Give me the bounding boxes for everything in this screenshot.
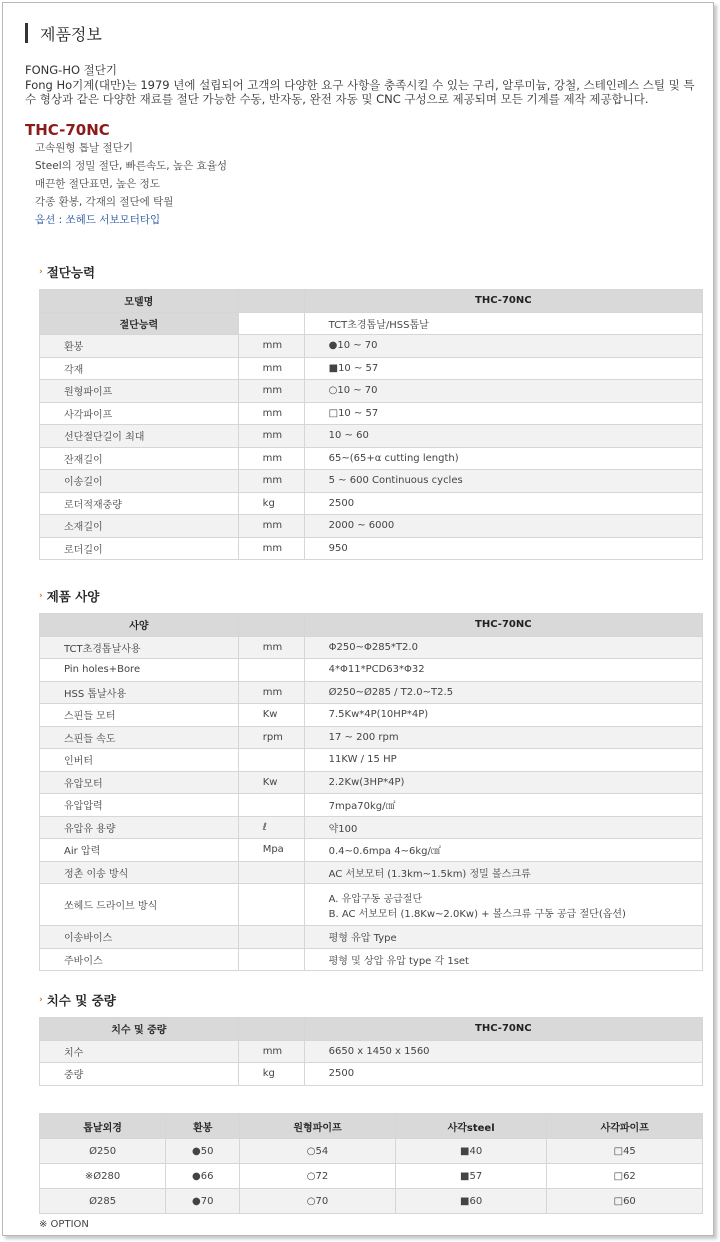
intro-text xyxy=(25,63,714,107)
row-unit: mm xyxy=(238,515,304,538)
table-row xyxy=(40,335,703,358)
option-note: ※ OPTION xyxy=(39,1219,89,1230)
row-value-line: 11KW / 15 HP xyxy=(328,754,397,766)
row-value xyxy=(304,948,702,971)
table-row xyxy=(40,1189,703,1214)
section-title-text: 치수 및 중량 xyxy=(46,993,116,1008)
model-name: THC-70NC xyxy=(25,121,110,139)
table-cell: □60 xyxy=(547,1189,703,1214)
section-arrow-icon: › xyxy=(39,267,43,277)
table-cell: ○54 xyxy=(240,1139,396,1164)
row-value-line: ●10 ~ 70 xyxy=(328,340,378,352)
feature-item: 매끈한 절단표면, 높은 정도 xyxy=(35,178,160,190)
row-value-line: 7.5Kw*4P(10HP*4P) xyxy=(328,709,429,721)
row-value-line: 4*Φ11*PCD63*Φ32 xyxy=(328,664,425,676)
row-value-line: 평형 유압 Type xyxy=(328,933,397,945)
section-arrow-icon: › xyxy=(39,995,43,1005)
row-label: 선단절단길이 최대 xyxy=(40,425,239,448)
row-value-line: ○10 ~ 70 xyxy=(328,385,378,397)
table-row xyxy=(40,1040,703,1063)
table-row xyxy=(40,1139,703,1164)
row-value xyxy=(304,681,702,704)
table-row xyxy=(40,749,703,772)
feature-item: 각종 환봉, 각재의 절단에 탁월 xyxy=(35,196,174,208)
feature-list xyxy=(35,139,227,229)
row-label: 중량 xyxy=(40,1063,239,1086)
row-label: 쏘헤드 드라이브 방식 xyxy=(40,884,239,926)
spec-rows xyxy=(40,636,703,971)
row-label: 인버터 xyxy=(40,749,239,772)
table-cell: TCT초경톱날/HSS톱날 xyxy=(304,312,702,335)
table-cell: ●70 xyxy=(166,1189,240,1214)
intro-line: 수 형상과 같은 다양한 재료를 절단 가능한 수동, 반자동, 완전 자동 및 CNC 구성으로 제공되며 모든 기계를 제작 제공합니다. xyxy=(25,92,649,106)
table-row xyxy=(40,1063,703,1086)
header-cell: 모델명 xyxy=(40,290,239,313)
row-value-line: 2.2Kw(3HP*4P) xyxy=(328,776,405,788)
row-label: 로더길이 xyxy=(40,537,239,560)
row-unit: mm xyxy=(238,447,304,470)
row-value xyxy=(304,447,702,470)
row-value-line: AC 서보모터 (1.3km~1.5km) 정밀 볼스크류 xyxy=(328,868,531,880)
page-header xyxy=(25,21,102,45)
table-row xyxy=(40,357,703,380)
row-unit xyxy=(238,884,304,926)
row-value xyxy=(304,402,702,425)
row-unit: mm xyxy=(238,470,304,493)
specs-table xyxy=(39,613,703,971)
row-label: 유압유 용량 xyxy=(40,816,239,839)
row-label: 원형파이프 xyxy=(40,380,239,403)
row-label: 주바이스 xyxy=(40,948,239,971)
section-title-cutting xyxy=(39,263,95,281)
table-header-row xyxy=(40,1018,703,1041)
row-value xyxy=(304,537,702,560)
section-title-dims xyxy=(39,991,116,1009)
row-unit: ℓ xyxy=(238,816,304,839)
page-title: 제품정보 xyxy=(40,24,102,44)
cutting-table xyxy=(39,289,703,560)
table-cell: ○72 xyxy=(240,1164,396,1189)
header-cell: 치수 및 중량 xyxy=(40,1018,239,1041)
row-unit xyxy=(238,926,304,949)
row-value-line: B. AC 서보모터 (1.8Kw~2.0Kw) + 볼스크류 구동 공급 절단(옵션) xyxy=(328,908,626,920)
dims-table xyxy=(39,1017,703,1086)
row-value xyxy=(304,704,702,727)
row-value-line: A. 유압구동 공급절단 xyxy=(328,893,423,905)
header-cell: THC-70NC xyxy=(304,1018,702,1041)
row-label: 스핀들 속도 xyxy=(40,726,239,749)
header-cell: 사양 xyxy=(40,614,239,637)
section-title-text: 절단능력 xyxy=(46,265,96,280)
row-value-line: 65~(65+α cutting length) xyxy=(328,452,459,464)
row-unit: rpm xyxy=(238,726,304,749)
row-value-line: 0.4~0.6mpa 4~6kg/㎠ xyxy=(328,846,441,858)
row-label: 환봉 xyxy=(40,335,239,358)
table-header-row xyxy=(40,290,703,313)
table-cell: Ø250 xyxy=(40,1139,166,1164)
row-value xyxy=(304,470,702,493)
row-value xyxy=(304,884,702,926)
table-row xyxy=(40,492,703,515)
intro-line: Fong Ho기계(대만)는 1979 년에 설립되어 고객의 다양한 요구 사항을 충족시킬 수 있는 구리, 알루미늄, 강철, 스테인레스 스틸 및 특 xyxy=(25,77,695,92)
row-label: 유압모터 xyxy=(40,771,239,794)
header-cell: 원형파이프 xyxy=(240,1114,396,1139)
table-cell: □45 xyxy=(547,1139,703,1164)
row-unit: mm xyxy=(238,636,304,659)
row-label: 사각파이프 xyxy=(40,402,239,425)
table-row xyxy=(40,948,703,971)
table-row xyxy=(40,839,703,862)
table-row xyxy=(40,726,703,749)
table-row xyxy=(40,402,703,425)
sub-header-cell: 절단능력 xyxy=(40,312,239,335)
header-cell: 사각steel xyxy=(395,1114,547,1139)
table-row xyxy=(40,681,703,704)
row-label: 정촌 이송 방식 xyxy=(40,861,239,884)
row-value xyxy=(304,794,702,817)
row-value-line: □10 ~ 57 xyxy=(328,407,379,419)
row-unit: kg xyxy=(238,492,304,515)
dim-rows xyxy=(40,1040,703,1085)
table-row xyxy=(40,1164,703,1189)
row-unit: Mpa xyxy=(238,839,304,862)
table-row xyxy=(40,794,703,817)
row-unit xyxy=(238,749,304,772)
row-label: 잔재길이 xyxy=(40,447,239,470)
table-cell: ■60 xyxy=(395,1189,547,1214)
row-value xyxy=(304,771,702,794)
row-label: 스핀들 모터 xyxy=(40,704,239,727)
row-value-line: Ø250~Ø285 / T2.0~T2.5 xyxy=(328,686,454,698)
row-unit xyxy=(238,794,304,817)
table-row xyxy=(40,447,703,470)
row-unit: mm xyxy=(238,380,304,403)
row-value-line: 5 ~ 600 Continuous cycles xyxy=(328,475,463,487)
row-value-line: 17 ~ 200 rpm xyxy=(328,731,399,743)
row-value-line: 10 ~ 60 xyxy=(328,430,369,442)
row-value xyxy=(304,659,702,682)
row-unit: mm xyxy=(238,425,304,448)
table-cell: ※Ø280 xyxy=(40,1164,166,1189)
blade-rows xyxy=(40,1139,703,1214)
table-cell: ■57 xyxy=(395,1164,547,1189)
header-cell: 환봉 xyxy=(166,1114,240,1139)
header-cell: 사각파이프 xyxy=(547,1114,703,1139)
row-value xyxy=(304,515,702,538)
header-cell xyxy=(238,1018,304,1041)
row-label: 이송길이 xyxy=(40,470,239,493)
feature-item: 고속원형 톱날 절단기 xyxy=(35,142,133,154)
section-arrow-icon: › xyxy=(39,591,43,601)
page-frame xyxy=(2,2,714,1236)
row-value xyxy=(304,839,702,862)
row-value-line: 2000 ~ 6000 xyxy=(328,520,395,532)
row-label: 치수 xyxy=(40,1040,239,1063)
table-cell: Ø285 xyxy=(40,1189,166,1214)
table-cell xyxy=(238,312,304,335)
row-value-line: 약100 xyxy=(328,823,358,835)
row-label: Air 압력 xyxy=(40,839,239,862)
row-value-line: 2500 xyxy=(328,497,355,509)
row-unit: mm xyxy=(238,1040,304,1063)
blade-table xyxy=(39,1113,703,1214)
row-label: Pin holes+Bore xyxy=(40,659,239,682)
section-title-specs xyxy=(39,587,99,605)
row-label: 로더적재중량 xyxy=(40,492,239,515)
header-cell xyxy=(238,290,304,313)
row-value xyxy=(304,816,702,839)
table-row xyxy=(40,771,703,794)
header-cell: 톱날외경 xyxy=(40,1114,166,1139)
row-label: 유압압력 xyxy=(40,794,239,817)
option-item: 옵션 : 쏘헤드 서보모터타입 xyxy=(35,214,161,226)
header-cell: THC-70NC xyxy=(304,614,702,637)
table-cell: ●50 xyxy=(166,1139,240,1164)
row-value xyxy=(304,861,702,884)
row-unit: mm xyxy=(238,537,304,560)
table-cell: ■40 xyxy=(395,1139,547,1164)
row-value-line: 평형 및 상압 유압 type 각 1set xyxy=(328,955,469,967)
table-row xyxy=(40,515,703,538)
row-unit: mm xyxy=(238,402,304,425)
row-label: 각재 xyxy=(40,357,239,380)
row-value xyxy=(304,492,702,515)
row-value xyxy=(304,425,702,448)
table-row xyxy=(40,704,703,727)
section-title-text: 제품 사양 xyxy=(46,589,100,604)
feature-item: Steel의 정밀 절단, 빠른속도, 높은 효율성 xyxy=(35,160,227,172)
row-value xyxy=(304,1063,702,1086)
row-value-line: 6650 x 1450 x 1560 xyxy=(328,1045,430,1057)
row-label: 이송바이스 xyxy=(40,926,239,949)
table-row xyxy=(40,816,703,839)
table-header-row xyxy=(40,614,703,637)
row-value xyxy=(304,926,702,949)
row-unit xyxy=(238,948,304,971)
row-unit: kg xyxy=(238,1063,304,1086)
table-row xyxy=(40,380,703,403)
row-value-line: Φ250~Φ285*T2.0 xyxy=(328,641,418,653)
row-value-line: 950 xyxy=(328,542,348,554)
intro-line: FONG-HO 절단기 xyxy=(25,63,118,77)
row-value xyxy=(304,749,702,772)
table-row xyxy=(40,884,703,926)
table-row xyxy=(40,425,703,448)
table-row xyxy=(40,636,703,659)
table-row xyxy=(40,312,703,335)
row-unit xyxy=(238,659,304,682)
table-row xyxy=(40,470,703,493)
row-value xyxy=(304,636,702,659)
table-header-row xyxy=(40,1114,703,1139)
row-value xyxy=(304,1040,702,1063)
row-value xyxy=(304,726,702,749)
row-value-line: 2500 xyxy=(328,1068,355,1080)
row-label: 소재길이 xyxy=(40,515,239,538)
row-value-line: 7mpa70kg/㎠ xyxy=(328,801,396,813)
row-unit: Kw xyxy=(238,771,304,794)
row-unit: mm xyxy=(238,357,304,380)
cutting-rows xyxy=(40,335,703,560)
table-row xyxy=(40,537,703,560)
row-label: TCT초경톱날사용 xyxy=(40,636,239,659)
table-row xyxy=(40,861,703,884)
row-value xyxy=(304,335,702,358)
row-unit: mm xyxy=(238,681,304,704)
row-value xyxy=(304,380,702,403)
row-unit: Kw xyxy=(238,704,304,727)
row-unit xyxy=(238,861,304,884)
header-bar xyxy=(25,23,28,43)
row-value xyxy=(304,357,702,380)
header-cell xyxy=(238,614,304,637)
table-cell: □62 xyxy=(547,1164,703,1189)
table-row xyxy=(40,659,703,682)
header-cell: THC-70NC xyxy=(304,290,702,313)
row-label: HSS 톱날사용 xyxy=(40,681,239,704)
row-unit: mm xyxy=(238,335,304,358)
row-value-line: ■10 ~ 57 xyxy=(328,362,379,374)
table-cell: ●66 xyxy=(166,1164,240,1189)
table-cell: ○70 xyxy=(240,1189,396,1214)
table-row xyxy=(40,926,703,949)
